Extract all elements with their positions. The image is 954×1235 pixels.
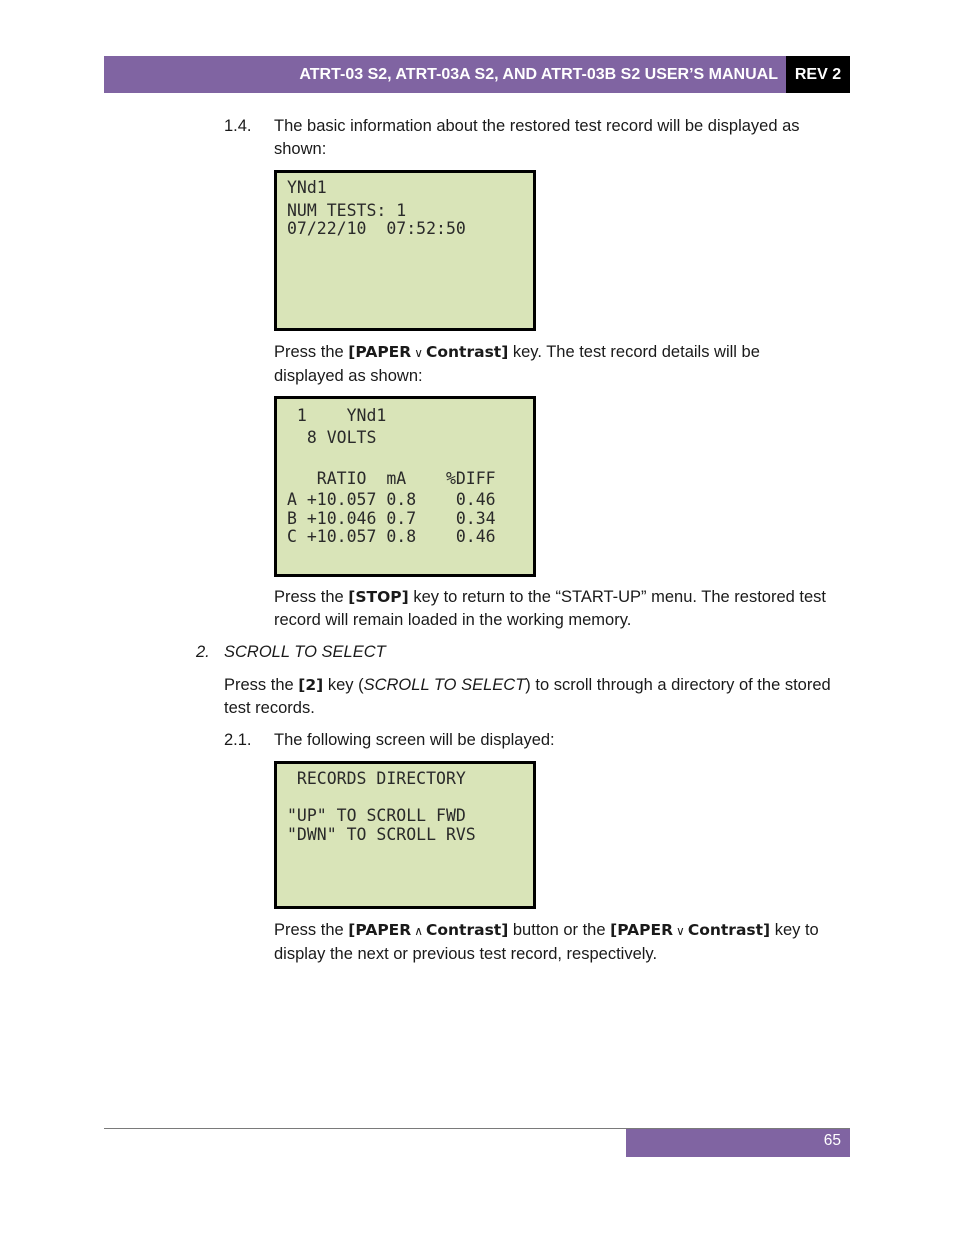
- manual-title: ATRT-03 S2, ATRT-03A S2, AND ATRT-03B S2 USER’S MANUAL: [299, 66, 778, 83]
- paper-key-label: [PAPER: [348, 921, 412, 939]
- contrast-key-label: Contrast]: [687, 921, 771, 939]
- step-number: 1.4.: [224, 117, 252, 135]
- function-name: SCROLL TO SELECT: [363, 676, 526, 694]
- down-caret-icon: ∨: [676, 924, 685, 938]
- lcd-line: YNd1: [287, 178, 327, 197]
- instruction-paragraph: [224, 674, 836, 720]
- text: key to display the next or previous test record, respectively.: [274, 921, 819, 963]
- lcd-line: RATIO mA %DIFF: [287, 468, 496, 488]
- section-title: SCROLL TO SELECT: [224, 643, 386, 661]
- lcd-line: 1 YNd1: [287, 406, 387, 425]
- paper-key-label: [PAPER: [348, 343, 412, 361]
- lcd-line: 07/22/10 07:52:50: [287, 219, 466, 238]
- text: ) to scroll through a directory of the stored test records.: [224, 676, 831, 717]
- page-number: 65: [823, 1132, 841, 1149]
- down-caret-icon: ∨: [414, 346, 423, 360]
- lcd-line: 8 VOLTS: [287, 427, 377, 447]
- instruction-paragraph: [274, 341, 834, 388]
- lcd-screen-records-directory: [274, 761, 536, 909]
- text: Press the: [274, 921, 349, 939]
- text: key. The test record details will be displayed as shown:: [274, 343, 760, 385]
- contrast-key-label: Contrast]: [426, 343, 509, 361]
- step-text: The following screen will be displayed:: [274, 731, 555, 749]
- section-number: 2.: [196, 643, 210, 661]
- text: key (: [323, 676, 364, 694]
- text: button or the: [508, 921, 611, 939]
- stop-key-label: [STOP]: [348, 588, 409, 606]
- instruction-paragraph: [274, 919, 834, 966]
- revision-badge: REV 2: [786, 56, 850, 93]
- lcd-line: [287, 447, 523, 466]
- lcd-screen-record-details: [274, 396, 536, 577]
- text: Press the: [224, 676, 299, 694]
- up-caret-icon: ∧: [414, 924, 423, 938]
- lcd-line: [287, 789, 523, 808]
- step-text: The basic information about the restored test record will be displayed as shown:: [274, 117, 800, 158]
- contrast-key-label: Contrast]: [426, 921, 509, 939]
- lcd-line: NUM TESTS: 1: [287, 200, 407, 220]
- lcd-line: "DWN" TO SCROLL RVS: [287, 824, 476, 844]
- lcd-line: B +10.046 0.7 0.34: [287, 508, 496, 528]
- lcd-line: RECORDS DIRECTORY: [287, 769, 466, 788]
- text: Press the: [274, 343, 349, 361]
- text: key to return to the “START-UP” menu. The restored test record will remain loaded in the working memory.: [274, 588, 827, 629]
- key-2-label: [2]: [298, 676, 324, 694]
- lcd-line: C +10.057 0.8 0.46: [287, 527, 496, 546]
- instruction-paragraph: [274, 586, 834, 632]
- paper-key-label: [PAPER: [610, 921, 674, 939]
- step-number: 2.1.: [224, 731, 252, 749]
- lcd-line: "UP" TO SCROLL FWD: [287, 806, 466, 825]
- lcd-line: A +10.057 0.8 0.46: [287, 490, 496, 509]
- text: Press the: [274, 588, 349, 606]
- lcd-screen-record-info: [274, 170, 536, 331]
